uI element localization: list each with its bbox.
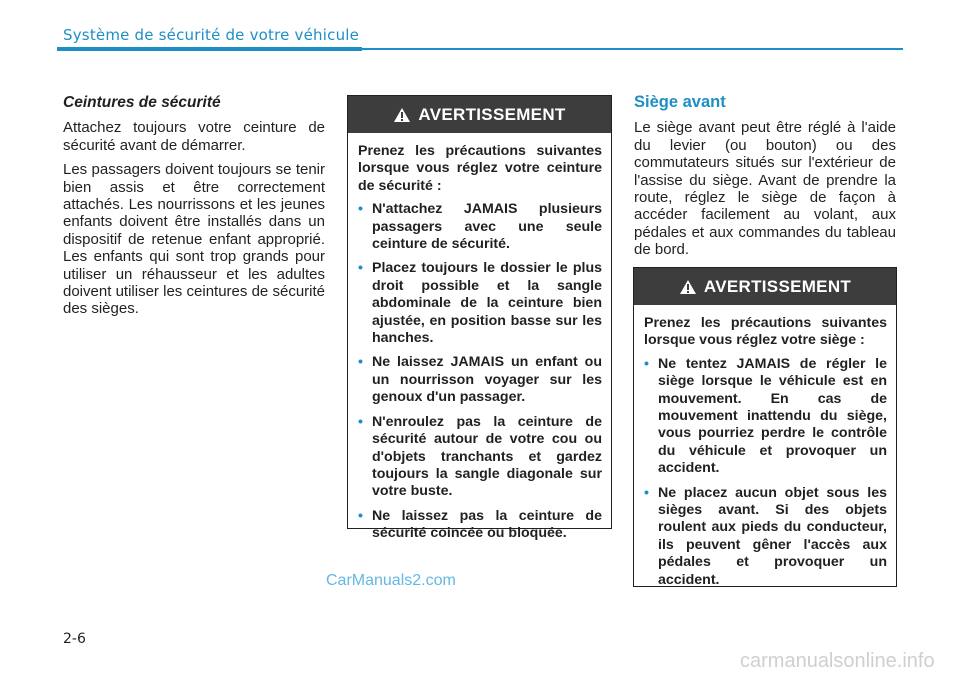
warning-title: AVERTISSEMENT bbox=[703, 276, 852, 296]
warning-intro: Prenez les précautions suivantes lorsque vous réglez votre siège : bbox=[644, 315, 887, 349]
right-column bbox=[634, 94, 896, 266]
site-watermark: carmanualsonline.info bbox=[740, 650, 935, 672]
warning-box-seat-belts bbox=[347, 95, 612, 542]
bullet: • bbox=[358, 413, 363, 430]
left-column bbox=[63, 94, 325, 325]
section-heading-front-seat: Siège avant bbox=[634, 93, 726, 111]
warning-triangle-icon bbox=[393, 107, 411, 123]
list-item bbox=[358, 201, 602, 253]
list-item bbox=[358, 354, 602, 406]
paragraph: Le siège avant peut être réglé à l'aide du levier (ou bouton) ou des commutateurs situés sur l'extérieur de l'assise du siège. Avant de prendre la route, réglez le siège de façon à accéder facilement au volant, aux pédales et aux commandes du tableau de bord. bbox=[634, 119, 896, 259]
page-number: 2-6 bbox=[63, 631, 86, 647]
warning-body bbox=[348, 133, 611, 543]
header-rule-thick bbox=[57, 47, 362, 51]
list-item-text: N'enroulez pas la ceinture de sécurité autour de votre cou ou d'objets tranchants et gardez toujours la sangle diagonale sur votre buste. bbox=[372, 413, 602, 500]
bullet: • bbox=[358, 201, 363, 218]
warning-list bbox=[644, 356, 887, 589]
list-item-text: Ne laissez JAMAIS un enfant ou un nourrisson voyager sur les genoux d'un passager. bbox=[372, 354, 602, 406]
list-item bbox=[358, 414, 602, 501]
bullet: • bbox=[644, 355, 649, 372]
page-header-title: Système de sécurité de votre véhicule bbox=[63, 26, 360, 44]
bullet: • bbox=[358, 354, 363, 371]
list-item bbox=[644, 356, 887, 478]
watermark-link[interactable]: CarManuals2.com bbox=[326, 572, 456, 589]
paragraph: Attachez toujours votre ceinture de sécurité avant de démarrer. bbox=[63, 119, 325, 154]
warning-header bbox=[634, 268, 896, 305]
warning-triangle-icon bbox=[679, 279, 697, 295]
list-item-text: Ne tentez JAMAIS de régler le siège lorsque le véhicule est en mouvement. En cas de mouvement inattendu du siège, vous pourriez perdre le contrôle du véhicule et provoquer un accident. bbox=[658, 355, 887, 477]
section-heading-seat-belts: Ceintures de sécurité bbox=[63, 94, 221, 111]
warning-header bbox=[348, 96, 611, 133]
paragraph: Les passagers doivent toujours se tenir bien assis et être correctement attachés. Les nourrissons et les jeunes enfants doivent être installés dans un dispositif de retenue enfant approprié. Les enfants qui sont trop grands pour utiliser un réhausseur et les adultes doivent utiliser les ceintures de sécurité des sièges. bbox=[63, 161, 325, 318]
bullet: • bbox=[358, 507, 363, 524]
list-item-text: Ne placez aucun objet sous les sièges avant. Si des objets roulent aux pieds du conducteur, ils peuvent gêner l'accès aux pédales et provoquer un accident. bbox=[658, 484, 887, 588]
header-rule-thin bbox=[362, 48, 903, 50]
list-item-text: N'attachez JAMAIS plusieurs passagers avec une seule ceinture de sécurité. bbox=[372, 201, 602, 253]
warning-intro: Prenez les précautions suivantes lorsque vous réglez votre ceinture de sécurité : bbox=[358, 143, 602, 194]
warning-box-seat bbox=[633, 267, 897, 587]
list-item bbox=[358, 508, 602, 543]
list-item bbox=[644, 485, 887, 589]
list-item-text: Placez toujours le dossier le plus droit possible et la sangle abdominale de la ceinture bien ajustée, en position basse sur les hanches. bbox=[372, 260, 602, 347]
list-item bbox=[358, 260, 602, 347]
bullet: • bbox=[644, 484, 649, 501]
warning-body bbox=[634, 305, 896, 589]
bullet: • bbox=[358, 260, 363, 277]
warning-list bbox=[358, 201, 602, 542]
warning-title: AVERTISSEMENT bbox=[418, 104, 566, 124]
list-item-text: Ne laissez pas la ceinture de sécurité coincée ou bloquée. bbox=[372, 507, 602, 542]
